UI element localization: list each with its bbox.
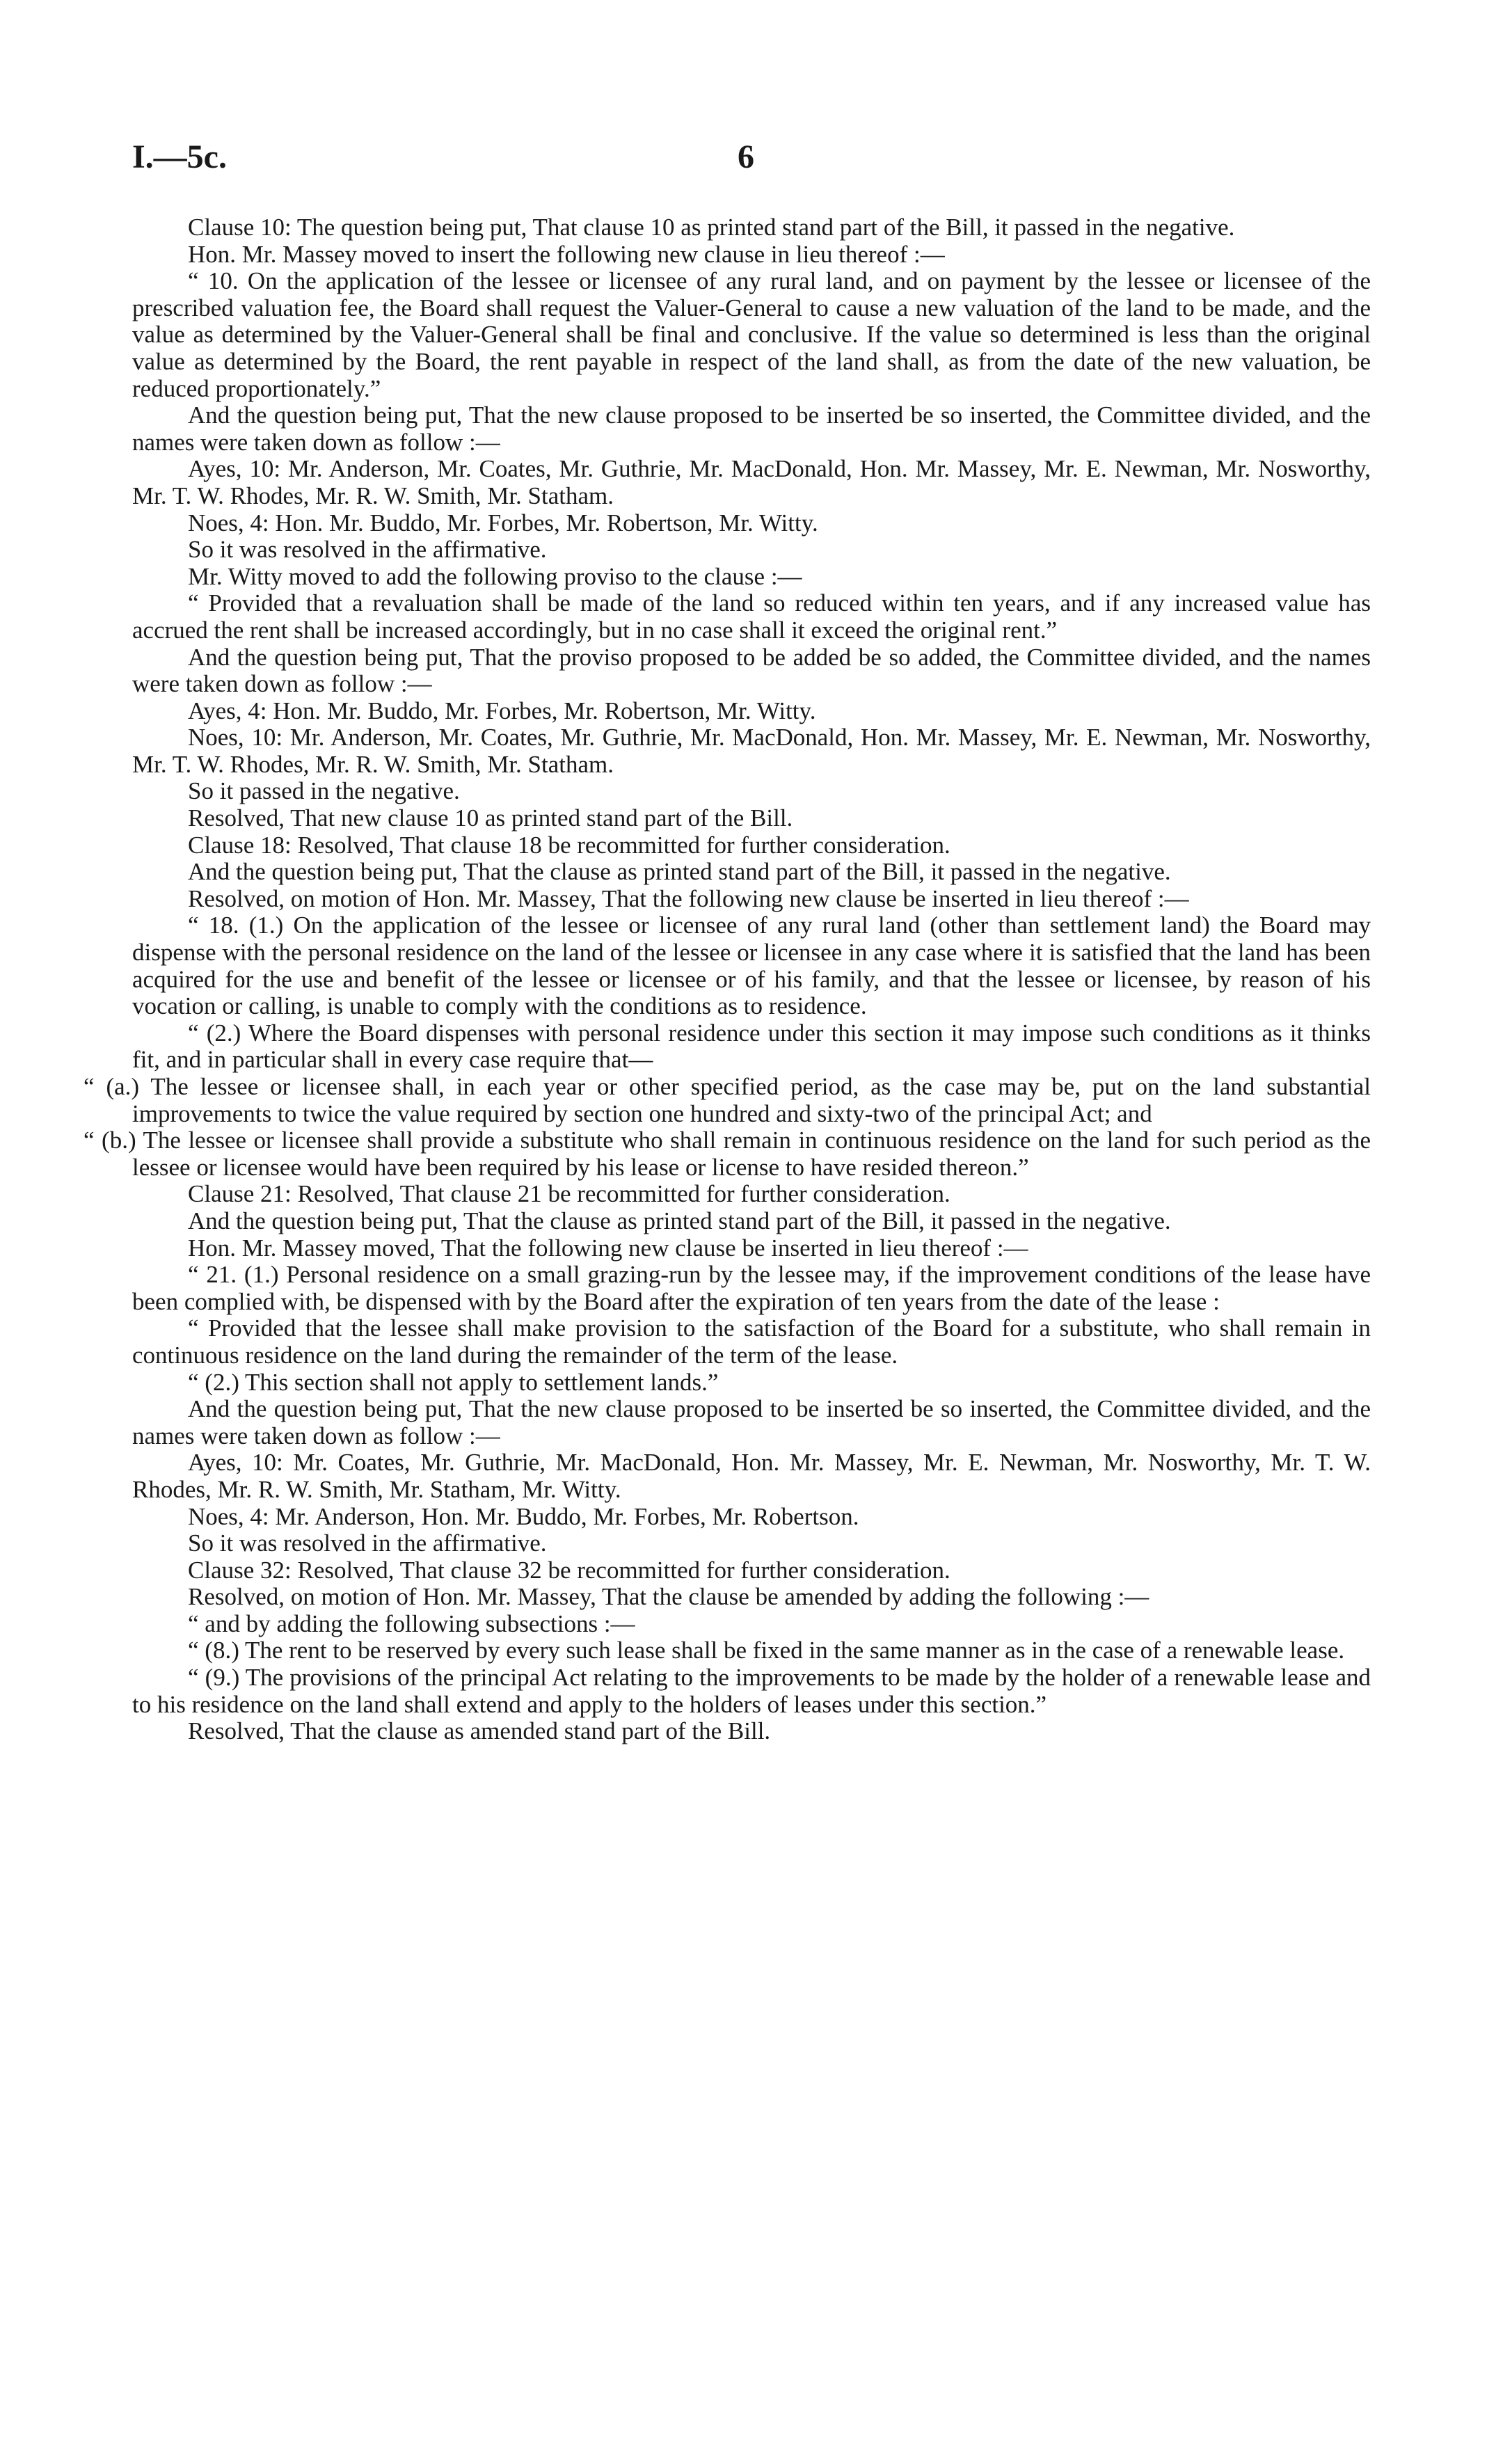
document-reference: I.—5c.: [132, 138, 227, 175]
paragraph: So it passed in the negative.: [188, 777, 460, 805]
page-number: 6: [738, 138, 754, 175]
paragraph: “ Provided that the lessee shall make provision to the satisfaction of the Board for a substitute, who shall remain in continuous residence on the land during the remainder of the term of the lease.: [132, 1314, 1371, 1369]
paragraph: Clause 21: Resolved, That clause 21 be recommitted for further consideration.: [188, 1180, 950, 1208]
paragraph: Noes, 10: Mr. Anderson, Mr. Coates, Mr. Guthrie, Mr. MacDonald, Hon. Mr. Massey, Mr. E. Newman, Mr. Nosworthy, Mr. T. W. Rhodes, Mr. R. W. Smith, Mr. Statham.: [132, 724, 1371, 778]
paragraph: Noes, 4: Hon. Mr. Buddo, Mr. Forbes, Mr. Robertson, Mr. Witty.: [188, 509, 818, 536]
paragraph: Clause 18: Resolved, That clause 18 be recommitted for further consideration.: [188, 831, 950, 859]
paragraph: Resolved, That new clause 10 as printed stand part of the Bill.: [188, 804, 793, 832]
paragraph: Hon. Mr. Massey moved to insert the following new clause in lieu thereof :—: [188, 240, 945, 268]
paragraph: So it was resolved in the affirmative.: [188, 536, 547, 564]
paragraph: And the question being put, That the clause as printed stand part of the Bill, it passed in the negative.: [188, 858, 1171, 886]
paragraph: And the question being put, That the clause as printed stand part of the Bill, it passed in the negative.: [188, 1207, 1171, 1234]
paragraph: “ and by adding the following subsections :—: [188, 1609, 635, 1637]
paragraph: “ (b.) The lessee or licensee shall provide a substitute who shall remain in continuous residence on the land for such period as the lessee or licensee would have been required by his lease or license to have resided thereon.”: [83, 1127, 1371, 1181]
paragraph: Ayes, 10: Mr. Anderson, Mr. Coates, Mr. Guthrie, Mr. MacDonald, Hon. Mr. Massey, Mr. E. Newman, Mr. Nosworthy, Mr. T. W. Rhodes, Mr. R. W. Smith, Mr. Statham.: [132, 455, 1371, 509]
paragraph: Noes, 4: Mr. Anderson, Hon. Mr. Buddo, Mr. Forbes, Mr. Robertson.: [188, 1502, 859, 1530]
paragraph: Clause 10: The question being put, That clause 10 as printed stand part of the Bill, it passed in the negative.: [188, 214, 1235, 241]
paragraph: Clause 32: Resolved, That clause 32 be recommitted for further consideration.: [188, 1556, 950, 1584]
paragraph: Mr. Witty moved to add the following proviso to the clause :—: [188, 562, 802, 590]
paragraph: “ 21. (1.) Personal residence on a small grazing-run by the lessee may, if the improvement conditions of the lease have been complied with, be dispensed with by the Board after the expiration of ten years from the date of the lease :: [132, 1261, 1371, 1315]
paragraph: “ (8.) The rent to be reserved by every such lease shall be fixed in the same manner as in the case of a renewable lease.: [188, 1637, 1345, 1664]
paragraph: “ Provided that a revaluation shall be made of the land so reduced within ten years, and if any increased value has accrued the rent shall be increased accordingly, but in no case shall it exceed the original rent.”: [132, 589, 1371, 644]
paragraph: “ (9.) The provisions of the principal Act relating to the improvements to be made by the holder of a renewable lease and to his residence on the land shall extend and apply to the holders of leases under this section.”: [132, 1664, 1371, 1718]
body-text: [83, 214, 1371, 1745]
paragraph: “ (a.) The lessee or licensee shall, in each year or other specified period, as the case may be, put on the land substantial improvements to twice the value required by section one hundred and sixty-two of the principal Act; and: [83, 1073, 1371, 1127]
paragraph: Ayes, 10: Mr. Coates, Mr. Guthrie, Mr. MacDonald, Hon. Mr. Massey, Mr. E. Newman, Mr. Nosworthy, Mr. T. W. Rhodes, Mr. R. W. Smith, Mr. Statham, Mr. Witty.: [132, 1449, 1371, 1503]
paragraph: “ 18. (1.) On the application of the lessee or licensee of any rural land (other than settlement land) the Board may dispense with the personal residence on the land of the lessee or licensee in any case where it is satisfied that the land has been acquired for the use and benefit of the lessee or licensee or of his family, and that the lessee or licensee, by reason of his vocation or calling, is unable to comply with the conditions as to residence.: [132, 912, 1371, 1020]
page-header: [132, 138, 1371, 180]
paragraph: And the question being put, That the new clause proposed to be inserted be so inserted, the Committee divided, and the names were taken down as follow :—: [132, 1395, 1371, 1449]
paragraph: And the question being put, That the proviso proposed to be added be so added, the Committee divided, and the names were taken down as follow :—: [132, 643, 1371, 698]
paragraph: Resolved, That the clause as amended stand part of the Bill.: [188, 1717, 771, 1745]
paragraph: “ 10. On the application of the lessee or licensee of any rural land, and on payment by the lessee or licensee of the prescribed valuation fee, the Board shall request the Valuer-General to cause a new valuation of the land to be made, and the value as determined by the Valuer-General shall be final and conclusive. If the value so determined is less than the original value as determined by the Board, the rent payable in respect of the land shall, as from the date of the new valuation, be reduced proportionately.”: [132, 267, 1371, 402]
paragraph: So it was resolved in the affirmative.: [188, 1529, 547, 1557]
paragraph: Resolved, on motion of Hon. Mr. Massey, That the following new clause be inserted in lieu thereof :—: [188, 884, 1189, 912]
paragraph: “ (2.) This section shall not apply to settlement lands.”: [188, 1368, 719, 1396]
paragraph: Hon. Mr. Massey moved, That the following new clause be inserted in lieu thereof :—: [188, 1234, 1028, 1262]
paragraph: Ayes, 4: Hon. Mr. Buddo, Mr. Forbes, Mr. Robertson, Mr. Witty.: [188, 697, 816, 724]
paragraph: Resolved, on motion of Hon. Mr. Massey, That the clause be amended by adding the following :—: [188, 1583, 1149, 1611]
paragraph: And the question being put, That the new clause proposed to be inserted be so inserted, the Committee divided, and the names were taken down as follow :—: [132, 401, 1371, 456]
paragraph: “ (2.) Where the Board dispenses with personal residence under this section it may impose such conditions as it thinks fit, and in particular shall in every case require that—: [132, 1019, 1371, 1074]
